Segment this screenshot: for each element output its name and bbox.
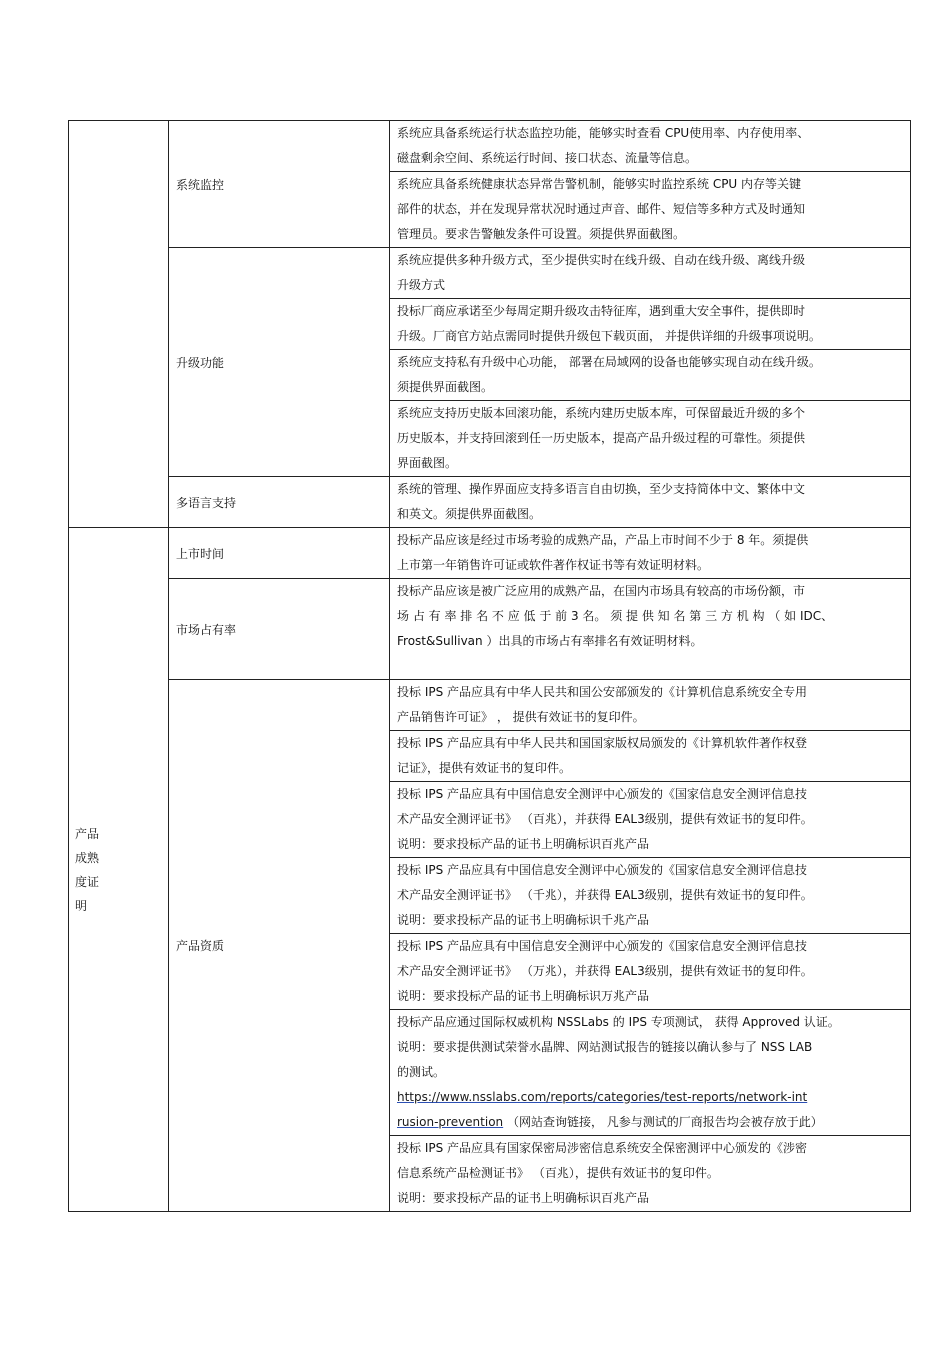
category-text: 产品 (75, 826, 100, 841)
requirement-line: 说明：要求投标产品的证书上明确标识百兆产品 (397, 837, 650, 851)
requirements-table (68, 120, 911, 1212)
requirement-line: 系统应支持历史版本回滚功能，系统内建历史版本库，可保留最近升级的多个 (397, 406, 806, 420)
requirement-line: 升级方式 (397, 278, 446, 292)
nsslabs-report-link[interactable]: rusion-prevention (397, 1115, 504, 1129)
requirement-line: 投标 IPS 产品应具有中华人民共和国国家版权局颁发的《计算机软件著作权登 (397, 736, 808, 750)
requirement-line: 投标 IPS 产品应具有国家保密局涉密信息系统安全保密测评中心颁发的《涉密 (397, 1141, 808, 1155)
requirement-line: 场 占 有 率 排 名 不 应 低 于 前 3 名。 须 提 供 知 名 第 三 方 机 构 （ 如 IDC、 (397, 609, 834, 623)
item-name-cell: 产品资质 (169, 680, 390, 1212)
requirement-line: 界面截图。 (397, 456, 458, 470)
requirement-cell (390, 731, 911, 782)
table-row (69, 579, 911, 680)
requirement-line: 投标 IPS 产品应具有中国信息安全测评中心颁发的《国家信息安全测评信息技 (397, 863, 808, 877)
report-link-line (397, 1085, 904, 1110)
requirement-cell (390, 172, 911, 248)
table-row (69, 477, 911, 528)
item-name-cell: 上市时间 (169, 528, 390, 579)
requirement-line: 术产品安全测评证书》 （万兆），并获得 EAL3级别，提供有效证书的复印件。 (397, 964, 813, 978)
requirement-cell (390, 248, 911, 299)
requirement-cell (390, 121, 911, 172)
requirement-line: 系统应具备系统健康状态异常告警机制，能够实时监控系统 CPU 内存等关键 (397, 177, 802, 191)
requirement-cell (390, 528, 911, 579)
requirement-line: 历史版本，并支持回滚到任一历史版本，提高产品升级过程的可靠性。须提供 (397, 431, 806, 445)
requirement-line: 系统的管理、操作界面应支持多语言自由切换，至少支持简体中文、繁体中文 (397, 482, 806, 496)
requirement-line: 说明：要求投标产品的证书上明确标识百兆产品 (397, 1191, 650, 1205)
requirement-line: 系统应具备系统运行状态监控功能，能够实时查看 CPU使用率、内存使用率、 (397, 126, 810, 140)
requirement-cell (390, 680, 911, 731)
requirement-cell (390, 1136, 911, 1212)
requirement-cell (390, 1010, 911, 1136)
requirement-cell (390, 477, 911, 528)
requirement-line (397, 654, 904, 679)
requirement-line: 术产品安全测评证书》 （百兆），并获得 EAL3级别，提供有效证书的复印件。 (397, 812, 813, 826)
requirement-cell (390, 858, 911, 934)
requirement-line: 投标厂商应承诺至少每周定期升级攻击特征库，遇到重大安全事件，提供即时 (397, 304, 806, 318)
table-row (69, 121, 911, 172)
requirement-line: 投标 IPS 产品应具有中华人民共和国公安部颁发的《计算机信息系统安全专用 (397, 685, 808, 699)
requirement-line: 管理员。要求告警触发条件可设置。须提供界面截图。 (397, 227, 686, 241)
requirement-line: 和英文。须提供界面截图。 (397, 507, 542, 521)
requirement-line: 磁盘剩余空间、系统运行时间、接口状态、流量等信息。 (397, 151, 698, 165)
requirement-line: 术产品安全测评证书》 （千兆），并获得 EAL3级别，提供有效证书的复印件。 (397, 888, 813, 902)
report-link-line (397, 1110, 904, 1135)
requirement-cell (390, 401, 911, 477)
table-row (69, 528, 911, 579)
requirement-cell (390, 299, 911, 350)
requirement-line: 系统应支持私有升级中心功能， 部署在局域网的设备也能够实现自动在线升级。 (397, 355, 821, 369)
item-name-cell: 市场占有率 (169, 579, 390, 680)
table-row (69, 248, 911, 299)
requirement-line: 的测试。 (397, 1065, 446, 1079)
category-text: 度证 (75, 874, 100, 889)
table-row (69, 680, 911, 731)
requirement-line: Frost&Sullivan ）出具的市场占有率排名有效证明材料。 (397, 634, 703, 648)
item-name-cell: 多语言支持 (169, 477, 390, 528)
requirement-line: 部件的状态，并在发现异常状况时通过声音、邮件、短信等多种方式及时通知 (397, 202, 806, 216)
requirement-cell (390, 350, 911, 401)
requirement-line: 投标产品应通过国际权威机构 NSSLabs 的 IPS 专项测试， 获得 Approved 认证。 (397, 1015, 840, 1029)
category-text: 成熟 (75, 850, 100, 865)
nsslabs-report-link[interactable]: https://www.nsslabs.com/reports/categories/test-reports/network-int (397, 1090, 808, 1104)
requirement-line: 上市第一年销售许可证或软件著作权证书等有效证明材料。 (397, 558, 710, 572)
requirement-line: 产品销售许可证》 ， 提供有效证书的复印件。 (397, 710, 645, 724)
requirement-line: 投标产品应该是经过市场考验的成熟产品，产品上市时间不少于 8 年。须提供 (397, 533, 809, 547)
requirement-cell (390, 782, 911, 858)
requirement-line: 升级。厂商官方站点需同时提供升级包下载页面， 并提供详细的升级事项说明。 (397, 329, 821, 343)
requirement-line: 说明：要求投标产品的证书上明确标识千兆产品 (397, 913, 650, 927)
requirement-cell (390, 579, 911, 680)
requirement-line: 说明：要求提供测试荣誉水晶牌、网站测试报告的链接以确认参与了 NSS LAB (397, 1040, 813, 1054)
requirement-line: 记证》，提供有效证书的复印件。 (397, 761, 572, 775)
requirement-line: 信息系统产品检测证书》 （百兆），提供有效证书的复印件。 (397, 1166, 719, 1180)
requirement-line: 须提供界面截图。 (397, 380, 494, 394)
requirement-line: 投标 IPS 产品应具有中国信息安全测评中心颁发的《国家信息安全测评信息技 (397, 787, 808, 801)
item-name-cell: 系统监控 (169, 121, 390, 248)
requirement-cell (390, 934, 911, 1010)
requirement-line: 投标 IPS 产品应具有中国信息安全测评中心颁发的《国家信息安全测评信息技 (397, 939, 808, 953)
link-note: （网站查询链接， 凡参与测试的厂商报告均会被存放于此） (503, 1115, 823, 1129)
requirement-line: 投标产品应该是被广泛应用的成熟产品，在国内市场具有较高的市场份额，市 (397, 584, 806, 598)
requirement-line: 说明：要求投标产品的证书上明确标识万兆产品 (397, 989, 650, 1003)
category-cell (69, 528, 169, 1212)
item-name-cell: 升级功能 (169, 248, 390, 477)
category-text: 明 (75, 898, 88, 913)
requirement-line: 系统应提供多种升级方式，至少提供实时在线升级、自动在线升级、离线升级 (397, 253, 806, 267)
category-cell (69, 121, 169, 528)
